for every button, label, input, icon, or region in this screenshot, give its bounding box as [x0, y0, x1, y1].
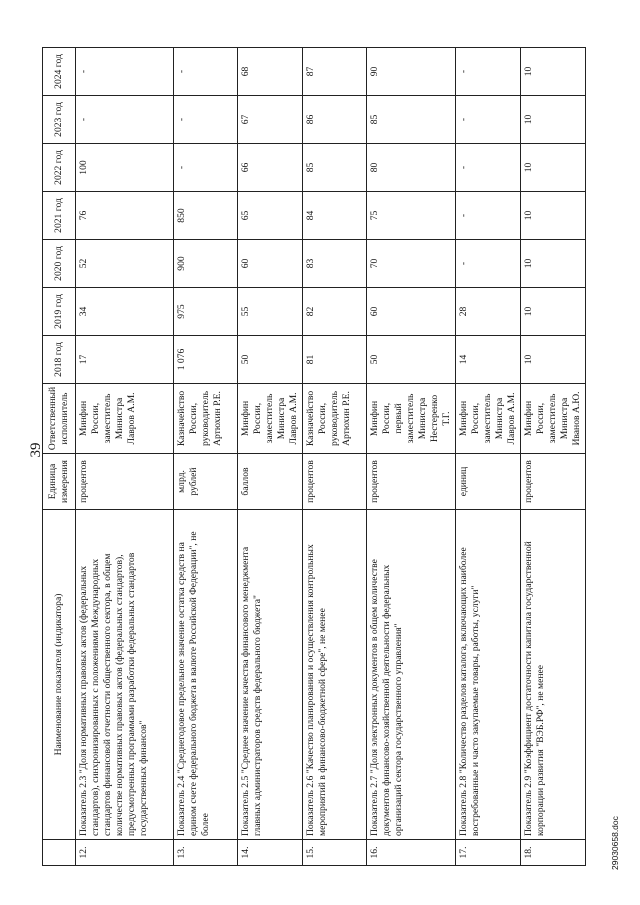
- indicator-name: Показатель 2.6 "Качество планирования и осуществления контрольных мероприятий в финансово-бюджетной сфере", не менее: [302, 510, 366, 840]
- year-value-2021: 84: [302, 192, 366, 240]
- unit-of-measure: единиц: [455, 454, 520, 510]
- year-value-2018: 81: [302, 336, 366, 384]
- indicator-name: Показатель 2.5 "Среднее значение качества финансового менеджмента главных администраторов средств федерального бюджета": [237, 510, 302, 840]
- table-row: [366, 48, 455, 866]
- row-number: 15.: [302, 840, 366, 866]
- year-value-2022: -: [455, 144, 520, 192]
- header-2019: 2019 год: [43, 288, 76, 336]
- year-value-2020: 60: [237, 240, 302, 288]
- header-num: [43, 840, 76, 866]
- year-value-2018: 50: [237, 336, 302, 384]
- header-2021: 2021 год: [43, 192, 76, 240]
- header-name: Наименование показателя (индикатора): [43, 510, 76, 840]
- responsible-executor: Казначейство России, руководитель Артюхин Р.Е.: [173, 384, 237, 454]
- indicator-name: Показатель 2.3 "Доля нормативных правовых актов (федеральных стандартов), синхронизированных с положениями Международных стандартов финансовой отчетности общественного сектора, в общем количестве нормативных правовых актов (федеральных стандартов), предусмотренных программами разработки федеральных стандартов государственных финансов": [75, 510, 173, 840]
- header-2023: 2023 год: [43, 96, 76, 144]
- year-value-2024: -: [75, 48, 173, 96]
- responsible-executor: Казначейство России, руководитель Артюхин Р.Е.: [302, 384, 366, 454]
- row-number: 17.: [455, 840, 520, 866]
- year-value-2019: 10: [520, 288, 585, 336]
- year-value-2019: 34: [75, 288, 173, 336]
- table-row: [455, 48, 520, 866]
- header-2020: 2020 год: [43, 240, 76, 288]
- indicator-name: Показатель 2.9 "Коэффициент достаточности капитала государственной корпорации развития "ВЭБ.РФ", не менее: [520, 510, 585, 840]
- responsible-executor: Минфин России, заместитель Министра Лавров А.М.: [455, 384, 520, 454]
- unit-of-measure: процентов: [366, 454, 455, 510]
- table-row: [237, 48, 302, 866]
- responsible-executor: Минфин России, заместитель Министра Лавров А.М.: [75, 384, 173, 454]
- header-2022: 2022 год: [43, 144, 76, 192]
- year-value-2023: 85: [366, 96, 455, 144]
- year-value-2024: 87: [302, 48, 366, 96]
- unit-of-measure: баллов: [237, 454, 302, 510]
- year-value-2024: 10: [520, 48, 585, 96]
- year-value-2023: 86: [302, 96, 366, 144]
- year-value-2020: 10: [520, 240, 585, 288]
- year-value-2022: 100: [75, 144, 173, 192]
- table-row: [173, 48, 237, 866]
- unit-of-measure: процентов: [75, 454, 173, 510]
- year-value-2019: 82: [302, 288, 366, 336]
- indicator-table: [42, 47, 586, 866]
- responsible-executor: Минфин России, заместитель Министра Иванов А.Ю.: [520, 384, 585, 454]
- year-value-2019: 28: [455, 288, 520, 336]
- row-number: 14.: [237, 840, 302, 866]
- rotated-page: [20, 20, 620, 880]
- footer-filename: 29030658.doc: [610, 816, 620, 870]
- unit-of-measure: процентов: [302, 454, 366, 510]
- year-value-2021: 75: [366, 192, 455, 240]
- responsible-executor: Минфин России, заместитель Министра Лавров А.М.: [237, 384, 302, 454]
- year-value-2020: 70: [366, 240, 455, 288]
- year-value-2022: 80: [366, 144, 455, 192]
- year-value-2023: 67: [237, 96, 302, 144]
- year-value-2021: 76: [75, 192, 173, 240]
- year-value-2022: 10: [520, 144, 585, 192]
- year-value-2020: -: [455, 240, 520, 288]
- responsible-executor: Минфин России, первый заместитель Министра Нестеренко Т.Г.: [366, 384, 455, 454]
- indicator-name: Показатель 2.4 "Среднегодовое предельное значение остатка средств на едином счете федерального бюджета в валюте Российской Федерации", не более: [173, 510, 237, 840]
- header-unit: Единица измерения: [43, 454, 76, 510]
- year-value-2022: 85: [302, 144, 366, 192]
- year-value-2022: 66: [237, 144, 302, 192]
- header-row: [43, 48, 76, 866]
- indicator-name: Показатель 2.8 "Количество разделов каталога, включающих наиболее востребованные и часто закупаемые товары, работы, услуги": [455, 510, 520, 840]
- year-value-2018: 17: [75, 336, 173, 384]
- year-value-2024: 90: [366, 48, 455, 96]
- row-number: 12.: [75, 840, 173, 866]
- year-value-2024: 68: [237, 48, 302, 96]
- year-value-2019: 55: [237, 288, 302, 336]
- year-value-2020: 52: [75, 240, 173, 288]
- year-value-2018: 10: [520, 336, 585, 384]
- unit-of-measure: млрд. рублей: [173, 454, 237, 510]
- header-2024: 2024 год: [43, 48, 76, 96]
- year-value-2022: -: [173, 144, 237, 192]
- year-value-2021: 10: [520, 192, 585, 240]
- year-value-2018: 50: [366, 336, 455, 384]
- row-number: 16.: [366, 840, 455, 866]
- year-value-2023: -: [173, 96, 237, 144]
- table-row: [75, 48, 173, 866]
- table-row: [520, 48, 585, 866]
- year-value-2024: -: [173, 48, 237, 96]
- year-value-2018: 14: [455, 336, 520, 384]
- header-responsible: Ответственный исполнитель: [43, 384, 76, 454]
- unit-of-measure: процентов: [520, 454, 585, 510]
- year-value-2018: 1 076: [173, 336, 237, 384]
- table-row: [302, 48, 366, 866]
- year-value-2023: -: [75, 96, 173, 144]
- year-value-2023: 10: [520, 96, 585, 144]
- page-number: 39: [28, 442, 44, 458]
- indicator-table-wrap: [42, 47, 586, 866]
- year-value-2024: -: [455, 48, 520, 96]
- year-value-2021: 850: [173, 192, 237, 240]
- year-value-2020: 83: [302, 240, 366, 288]
- year-value-2021: 65: [237, 192, 302, 240]
- year-value-2021: -: [455, 192, 520, 240]
- year-value-2019: 60: [366, 288, 455, 336]
- header-2018: 2018 год: [43, 336, 76, 384]
- year-value-2020: 900: [173, 240, 237, 288]
- indicator-name: Показатель 2.7 "Доля электронных документов в общем количестве документов финансово-хозяйственной деятельности федеральных организаций сектора государственного управления": [366, 510, 455, 840]
- row-number: 18.: [520, 840, 585, 866]
- year-value-2019: 975: [173, 288, 237, 336]
- year-value-2023: -: [455, 96, 520, 144]
- row-number: 13.: [173, 840, 237, 866]
